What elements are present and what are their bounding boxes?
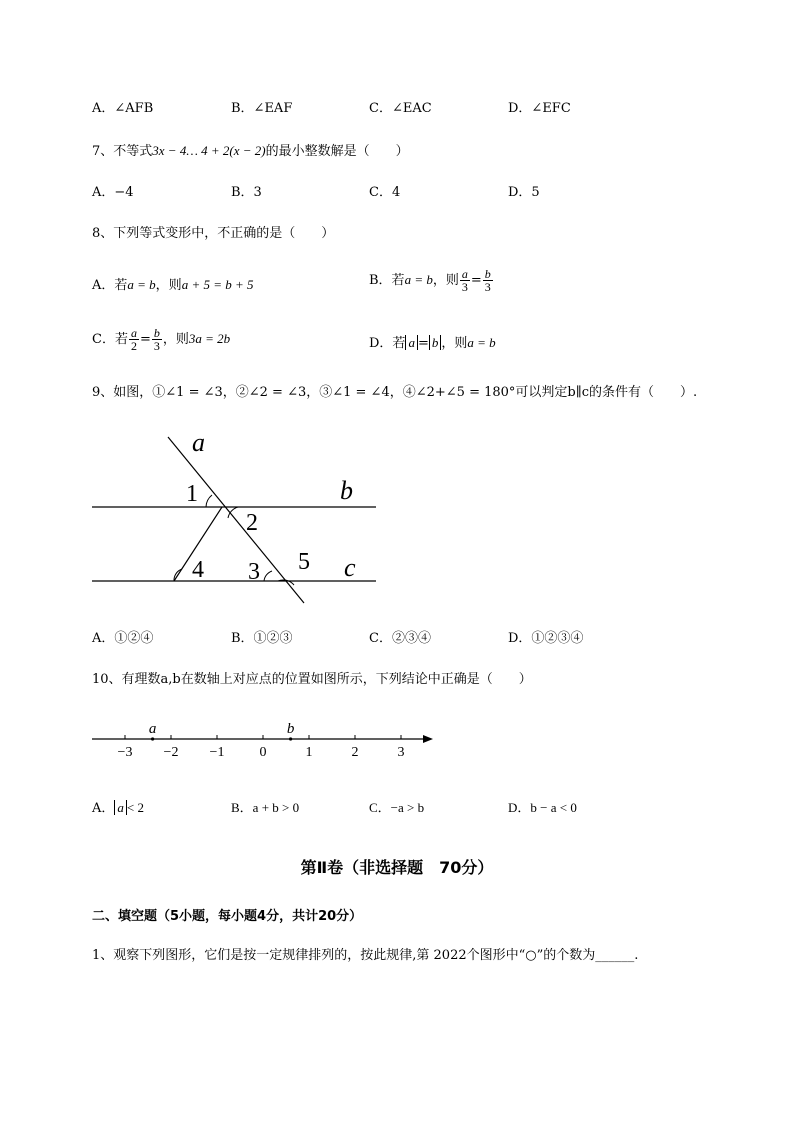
- label-angle1: 1: [186, 481, 198, 507]
- q7-option-d: D．5: [508, 185, 540, 200]
- fill1-stem: 1、观察下列图形，它们是按一定规律排列的，按此规律,第 2022个图形中“○”的个数为______.: [92, 948, 639, 963]
- q8-d-math: a = b: [467, 335, 496, 350]
- q8-d-abs1: a: [405, 335, 418, 350]
- q8-option-d: [369, 334, 496, 353]
- q7-stem: [92, 142, 409, 161]
- q6-option-c: C．∠EAC: [369, 101, 432, 116]
- q8-a-math1: a = b: [127, 277, 156, 292]
- tick-label: 1: [305, 745, 313, 760]
- q6-option-d: D．∠EFC: [508, 101, 571, 116]
- q9-parallel-lines-figure: [88, 425, 388, 610]
- q8-d-abs2: b: [429, 335, 442, 350]
- transversal-a: [168, 437, 304, 603]
- q8-b-math1: a = b: [404, 272, 433, 287]
- q8-c-frac1: $\frac{a}{2}$: [130, 326, 137, 353]
- point-b: [289, 737, 292, 740]
- section2-subtitle: 二、填空题（5小题，每小题4分，共计20分）: [92, 909, 363, 924]
- q7-option-b: B．3: [231, 185, 262, 200]
- label-angle2: 2: [246, 510, 258, 536]
- label-angle5: 5: [298, 549, 310, 575]
- q8-b-frac1: $\frac{a}{3}$: [461, 267, 468, 294]
- q8-c-math: 3a = 2b: [188, 331, 231, 346]
- q8-b-frac2: $\frac{b}{3}$: [484, 267, 491, 294]
- q6-option-b: B．∠EAF: [231, 101, 293, 116]
- q9-stem: 9、如图，①∠1 = ∠3，②∠2 = ∠3，③∠1 = ∠4，④∠2+∠5 = 180°可以判定b∥c的条件有（ ）.: [92, 385, 698, 400]
- q6-option-a: A．∠AFB: [92, 101, 154, 116]
- point-b-label: b: [286, 721, 295, 737]
- q7-option-a: A．−4: [92, 185, 134, 200]
- label-b: b: [340, 476, 353, 505]
- q8-d-eq: =: [417, 336, 429, 351]
- q7-stem-suffix: 的最小整数解是（ ）: [265, 144, 409, 159]
- label-angle3: 3: [248, 559, 260, 585]
- q8-c-eq: =: [139, 332, 151, 347]
- q9-option-b: B．①②③: [231, 631, 293, 646]
- point-a-label: a: [148, 721, 157, 737]
- q10-option-c: C．−a > b: [369, 800, 425, 815]
- q8-c-mid: ，则: [162, 332, 189, 347]
- q8-b-mid: ，则: [432, 273, 459, 288]
- q8-b-eq: =: [470, 273, 482, 288]
- angle1-arc: [206, 495, 212, 507]
- angle3-arc: [264, 571, 272, 581]
- point-a: [151, 737, 154, 740]
- q9-option-c: C．②③④: [369, 631, 431, 646]
- q8-c-prefix: C．若: [92, 332, 128, 347]
- q10-a-abs: a: [114, 800, 127, 815]
- q8-d-mid: ，则: [441, 336, 468, 351]
- q8-a-prefix: A．若: [92, 278, 128, 293]
- number-line-arrow: [423, 735, 433, 743]
- q10-a-rest: < 2: [126, 800, 144, 815]
- q8-a-mid: ，则: [155, 278, 182, 293]
- tick-label: 2: [351, 745, 359, 760]
- tick-label: 0: [259, 745, 267, 760]
- q7-inequality: 3x − 4… 4 + 2(x − 2): [152, 143, 266, 158]
- q9-option-d: D．①②③④: [508, 631, 584, 646]
- q7-stem-prefix: 7、不等式: [92, 144, 153, 159]
- label-c: c: [344, 553, 356, 582]
- q8-option-c: [92, 327, 230, 352]
- q8-a-math2: a + 5 = b + 5: [181, 277, 254, 292]
- tick-label: 3: [397, 745, 405, 760]
- q10-option-a: [92, 799, 144, 818]
- tick-label: −3: [117, 745, 133, 760]
- q8-option-b: [369, 268, 494, 293]
- q7-option-c: C．4: [369, 185, 401, 200]
- label-angle4: 4: [192, 557, 204, 583]
- tick-label: −2: [163, 745, 179, 760]
- tick-label: −1: [209, 745, 225, 760]
- q10-stem: 10、有理数a,b在数轴上对应点的位置如图所示，下列结论中正确是（ ）: [92, 672, 532, 687]
- q8-b-prefix: B．若: [369, 273, 405, 288]
- q8-stem: 8、下列等式变形中，不正确的是（ ）: [92, 226, 335, 241]
- q10-option-d: D．b − a < 0: [508, 800, 577, 815]
- q9-option-a: A．①②④: [92, 631, 154, 646]
- q10-a-prefix: A．: [92, 801, 115, 816]
- q8-option-a: [92, 276, 254, 295]
- section2-title: 第Ⅱ卷（非选择题 70分）: [300, 858, 494, 877]
- q10-option-b: B．a + b > 0: [231, 800, 300, 815]
- label-a: a: [192, 428, 205, 457]
- q8-d-prefix: D．若: [369, 336, 406, 351]
- q10-number-line: [88, 712, 438, 764]
- q8-c-frac2: $\frac{b}{3}$: [153, 326, 160, 353]
